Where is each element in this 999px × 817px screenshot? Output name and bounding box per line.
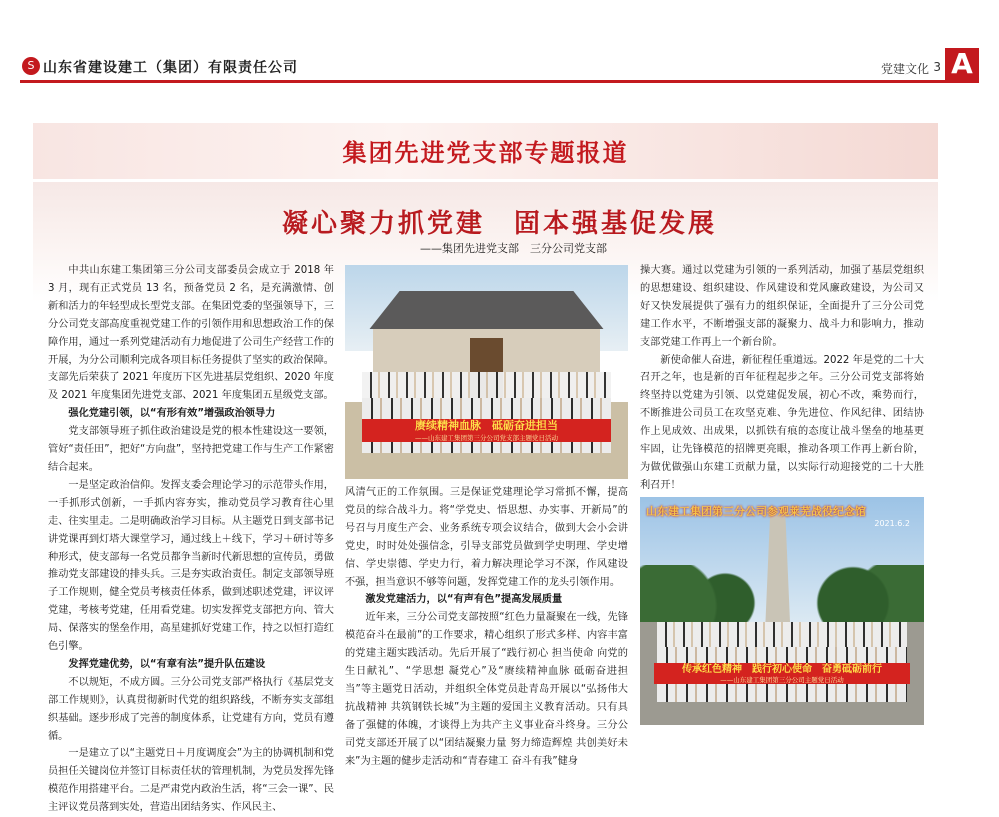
photo-2-date: 2021.6.2 xyxy=(874,519,910,528)
photo-1-banner xyxy=(362,419,611,442)
section-subheading: 发挥党建优势，以“有章有法”提升队伍建设 xyxy=(68,658,266,670)
photo-2-banner-main: 传承红色精神 践行初心使命 奋勇砥砺前行 xyxy=(681,664,882,676)
article-title: 凝心聚力抓党建 固本强基促发展 xyxy=(281,209,717,239)
photo-2-banner-sub: ——山东建工集团第三分公司主题党日活动 xyxy=(720,676,844,685)
section-subheading: 激发党建活力，以“有声有色”提高发展质量 xyxy=(365,594,563,606)
article-paragraph: 党支部领导班子抓住政治建设是党的根本性建设这一要领，管好“责任田”，把好“方向盘”，坚持把党建工作与生产工作紧密结合起来。 xyxy=(48,426,334,473)
group-photo-2 xyxy=(640,497,924,725)
photo-2-banner xyxy=(654,663,910,684)
group-photo-1 xyxy=(345,265,628,479)
article-paragraph: 新使命催人奋进，新征程任重道远。2022 年是党的二十大召开之年，也是新的百年征程起步之年。三分公司党支部将始终坚持以党建为引领、以党建促发展，初心不改，乘势而行，不断推进公司员工在攻坚克难、争先进位、作风纪律、团结协作上见成效、出成果，以抓铁有痕的态度让战斗堡垒的地基更牢固，让先锋模范的招牌更亮眼，推动各项工作再上新台阶，为做优做强山东建工贡献力量，以实际行动迎接党的二十大胜利召开！ xyxy=(640,354,924,491)
section-name: 党建文化 xyxy=(880,62,929,76)
article-paragraph: 风清气正的工作氛围。三是保证党建理论学习常抓不懈，提高党员的综合战斗力。将“学党史、悟思想、办实事、开新局”的号召与月度生产会、业务系统专项会议结合，做到大会小会讲党史，时时处处强信念，引导支部党员做到学史明理、学史增信、学史崇德、学史力行，着力解决理论学习不深，作风建设不强，担当意识不够等问题，发挥党建工作的龙头引领作用。 xyxy=(345,487,628,588)
article-paragraph: 一是建立了以“主题党日＋月度调度会”为主的协调机制和党员担任关键岗位并签订目标责任状的管理机制，为党员发挥先锋模范作用搭建平台。二是严肃党内政治生活，将“三会一课”、民主评议党员落到实处，营造出团结务实、作风民主、 xyxy=(48,748,334,814)
page-number: 3 xyxy=(933,60,941,74)
feature-banner-title: 集团先进党支部专题报道 xyxy=(342,138,629,167)
article-column-1 xyxy=(48,262,334,814)
feature-banner xyxy=(33,123,938,179)
company-logo-icon: S xyxy=(22,57,40,75)
article-column-3 xyxy=(640,262,924,491)
photo-building-roof xyxy=(359,291,614,330)
article-column-2 xyxy=(345,484,628,767)
article-paragraph: 一是坚定政治信仰。发挥支委会理论学习的示范带头作用，一手抓形式创新，一手抓内容夯实，推动党员学习教育往心里走、往实里走。二是明确政治学习目标。从主题党日到支部书记讲党课再到灯塔大课堂学习，通过线上＋线下，学习＋研讨等多种形式，使支部每一名党员都争当新时代新思想的宣传员，勇做推动党支部建设的排头兵。三是夯实政治责任。制定支部领导班子工作规则，健全党员考核责任体系，做到述职述党建，评议评党建，考核考党建，任用看党建。切实发挥党支部把方向、管大局、保落实的堡垒作用，高星建抓好党建工作，持之以恒打造红色引擎。 xyxy=(48,479,334,653)
header-rule xyxy=(20,80,979,83)
article-paragraph: 操大赛。通过以党建为引领的一系列活动，加强了基层党组织的思想建设、组织建设、作风建设和党风廉政建设，为公司又好又快发展提供了强有力的组织保证，全面提升了三分公司党建工作水平，不断增强支部的凝聚力、战斗力和影响力，推动支部党建工作再上一个新台阶。 xyxy=(640,265,924,348)
section-subheading: 强化党建引领，以“有形有效”增强政治领导力 xyxy=(68,408,276,420)
organization-name: 山东省建设建工（集团）有限责任公司 xyxy=(43,60,298,76)
article-byline: ——集团先进党支部 三分公司党支部 xyxy=(420,242,607,255)
edition-badge: A xyxy=(945,48,979,80)
article-paragraph: 近年来，三分公司党支部按照“红色力量凝聚在一线，先锋模范奋斗在最前”的工作要求，精心组织了形式多样、内容丰富的党建主题实践活动。先后开展了“践行初心 担当使命 向党的生日献礼”、“学思想 凝党心”及“赓续精神血脉 砥砺奋进担当”等主题党日活动，并组织全体党员赴青岛开展以“弘扬伟大抗战精神 共筑钢铁长城”为主题的爱国主义教育活动。只有具备了强健的体魄，才谈得上为共产主义事业奋斗终身。三分公司党支部还开展了以“团结凝聚力量 努力缔造辉煌 共创美好未来”为主题的健步走活动和“青春建工 奋斗有我”健身 xyxy=(345,612,628,767)
photo-1-banner-sub: ——山东建工集团第三分公司党支部主题党日活动 xyxy=(414,434,558,443)
photo-1-banner-main: 赓续精神血脉 砥砺奋进担当 xyxy=(414,419,558,433)
photo-2-caption: 山东建工集团第三分公司参观莱芜战役纪念馆 xyxy=(646,505,866,518)
article-paragraph: 不以规矩，不成方圆。三分公司党支部严格执行《基层党支部工作规则》，认真贯彻新时代党的组织路线，不断夯实支部组织基础。逐步形成了完善的制度体系，让党建有方向，党员有遵循。 xyxy=(48,676,334,742)
article-paragraph: 中共山东建工集团第三分公司支部委员会成立于 2018 年 3 月，现有正式党员 13 名，预备党员 2 名，是充满激情、创新和活力的年轻型成长型党支部。在集团党委的坚强领导下，三分公司党支部高度重视党建工作的引领作用和思想政治工作的保障作用，通过一系列党建活动有力地促进了公司生产经营工作的开展，为分公司顺利完成各项目标任务提供了坚实的政治保障。支部先后荣获了 2021 年度历下区先进基层党组织、2020 年度及 2021 年度集团先进党支部、2021 年度集团五星级党支部。 xyxy=(48,265,334,402)
